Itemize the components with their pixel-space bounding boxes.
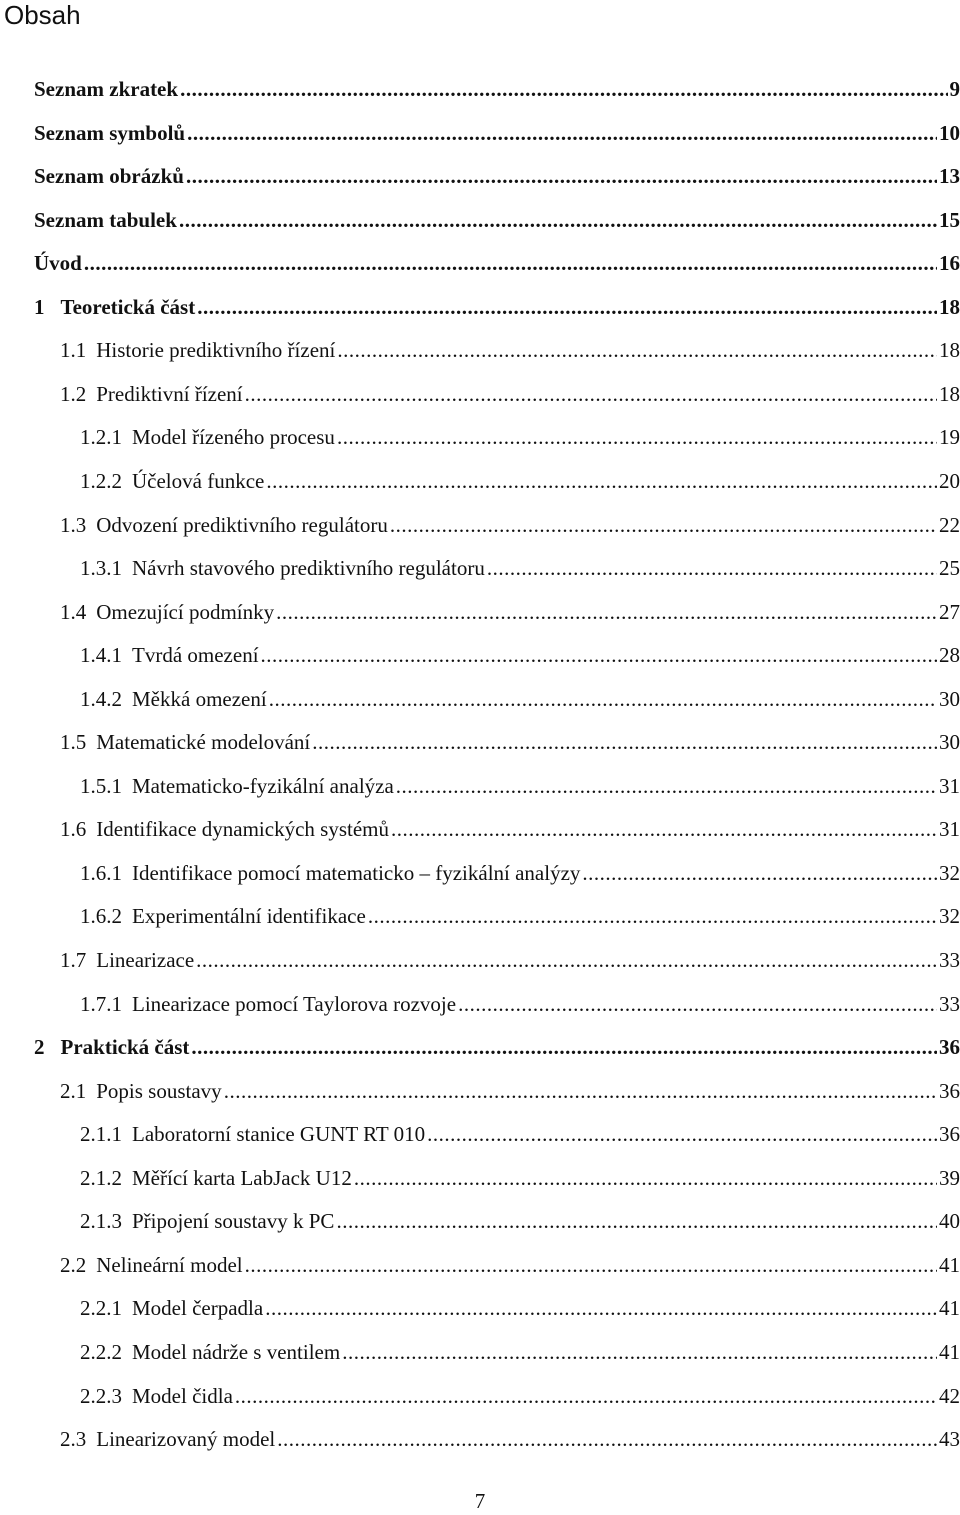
toc-entry-title: Teoretická část (60, 295, 196, 319)
toc-entry[interactable] (80, 1161, 960, 1191)
toc-entry-number: 1.4.2 (80, 687, 122, 711)
toc-dot-leader (224, 1078, 937, 1104)
page-number: 7 (474, 1489, 486, 1513)
toc-entry-page: 33 (939, 948, 960, 972)
toc-entry-number: 1.1 (60, 338, 87, 362)
toc-dot-leader (276, 599, 937, 625)
toc-entry-number: 1.7.1 (80, 992, 122, 1016)
toc-entry[interactable] (60, 725, 960, 755)
toc-entry-page: 10 (939, 121, 960, 145)
toc-entry-page: 30 (939, 730, 960, 754)
toc-entry[interactable] (34, 1030, 960, 1060)
toc-entry-number: 2.2 (60, 1253, 87, 1277)
toc-entry-page: 32 (939, 861, 960, 885)
toc-entry-title: Linearizace pomocí Taylorova rozvoje (132, 992, 457, 1016)
toc-entry-page: 36 (939, 1035, 960, 1059)
toc-entry[interactable] (60, 943, 960, 973)
toc-entry[interactable] (60, 377, 960, 407)
toc-entry-number: 1.2 (60, 382, 87, 406)
toc-entry[interactable] (60, 333, 960, 363)
toc-entry-number: 1.2.1 (80, 425, 122, 449)
toc-entry-title: Identifikace dynamických systémů (96, 817, 389, 841)
toc-entry-page: 18 (939, 338, 960, 362)
toc-entry-title: Laboratorní stanice GUNT RT 010 (132, 1122, 426, 1146)
toc-entry-number: 1 (34, 295, 45, 319)
toc-entry-page: 16 (939, 251, 960, 275)
toc-entry-number: 1.6 (60, 817, 87, 841)
toc-entry[interactable] (34, 159, 960, 189)
toc-entry[interactable] (60, 1248, 960, 1278)
toc-entry-number: 2.1 (60, 1079, 87, 1103)
toc-entry[interactable] (80, 464, 960, 494)
toc-dot-leader (390, 512, 937, 538)
toc-entry-title: Model čerpadla (132, 1296, 264, 1320)
toc-entry[interactable] (60, 595, 960, 625)
toc-entry[interactable] (34, 290, 960, 320)
toc-entry-title: Úvod (34, 251, 82, 275)
toc-entry-page: 32 (939, 904, 960, 928)
toc-dot-leader (458, 991, 937, 1017)
toc-entry[interactable] (80, 1291, 960, 1321)
toc-dot-leader (235, 1383, 937, 1409)
toc-entry-title: Popis soustavy (96, 1079, 222, 1103)
toc-entry-title: Připojení soustavy k PC (132, 1209, 335, 1233)
toc-entry-number: 2.1.2 (80, 1166, 122, 1190)
toc-entry-title: Identifikace pomocí matematicko – fyzikální analýzy (132, 861, 581, 885)
toc-entry-number: 1.4.1 (80, 643, 122, 667)
toc-entry-page: 18 (939, 295, 960, 319)
toc-entry-title: Tvrdá omezení (132, 643, 259, 667)
toc-entry-number: 2.2.1 (80, 1296, 122, 1320)
toc-entry-title: Model čidla (132, 1384, 233, 1408)
page-title: Obsah (4, 0, 81, 30)
toc-entry-page: 41 (939, 1253, 960, 1277)
toc-dot-leader (266, 468, 937, 494)
toc-entry[interactable] (34, 203, 960, 233)
toc-entry-page: 36 (939, 1079, 960, 1103)
toc-dot-leader (197, 294, 937, 320)
toc-entry-number: 2.1.1 (80, 1122, 122, 1146)
toc-entry-page: 30 (939, 687, 960, 711)
toc-dot-leader (269, 686, 937, 712)
toc-entry-page: 18 (939, 382, 960, 406)
toc-entry[interactable] (60, 508, 960, 538)
toc-entry[interactable] (80, 638, 960, 668)
toc-entry[interactable] (80, 1379, 960, 1409)
toc-entry-title: Model nádrže s ventilem (132, 1340, 341, 1364)
toc-entry[interactable] (80, 682, 960, 712)
toc-entry-title: Odvození prediktivního regulátoru (96, 513, 388, 537)
toc-dot-leader (245, 1252, 937, 1278)
toc-entry-number: 2.2.2 (80, 1340, 122, 1364)
toc-dot-leader (337, 337, 937, 363)
toc-entry-page: 13 (939, 164, 960, 188)
toc-entry[interactable] (80, 899, 960, 929)
toc-entry-page: 33 (939, 992, 960, 1016)
toc-entry-number: 1.5.1 (80, 774, 122, 798)
toc-entry-number: 1.2.2 (80, 469, 122, 493)
toc-entry[interactable] (60, 1422, 960, 1452)
toc-entry-number: 1.7 (60, 948, 87, 972)
toc-entry-title: Seznam symbolů (34, 121, 186, 145)
toc-dot-leader (368, 903, 937, 929)
toc-entry-title: Praktická část (60, 1035, 190, 1059)
toc-entry-title: Seznam tabulek (34, 208, 177, 232)
toc-dot-leader (391, 816, 937, 842)
toc-entry[interactable] (80, 1117, 960, 1147)
toc-entry[interactable] (34, 72, 960, 102)
toc-entry-page: 36 (939, 1122, 960, 1146)
toc-entry-number: 2.2.3 (80, 1384, 122, 1408)
toc-entry-title: Měkká omezení (132, 687, 267, 711)
toc-entry-title: Seznam obrázků (34, 164, 184, 188)
toc-dot-leader (179, 207, 937, 233)
toc-entry-page: 22 (939, 513, 960, 537)
toc-entry-page: 40 (939, 1209, 960, 1233)
toc-entry-title: Seznam zkratek (34, 77, 179, 101)
toc-entry-title: Historie prediktivního řízení (96, 338, 336, 362)
toc-entry-title: Experimentální identifikace (132, 904, 366, 928)
toc-entry-page: 42 (939, 1384, 960, 1408)
toc-entry-page: 25 (939, 556, 960, 580)
toc-dot-leader (261, 642, 937, 668)
toc-dot-leader (191, 1034, 937, 1060)
toc-entry[interactable] (60, 812, 960, 842)
toc-entry-page: 20 (939, 469, 960, 493)
toc-entry[interactable] (80, 420, 960, 450)
toc-dot-leader (277, 1426, 937, 1452)
toc-dot-leader (265, 1295, 937, 1321)
toc-dot-leader (487, 555, 937, 581)
toc-entry-number: 1.3.1 (80, 556, 122, 580)
toc-entry-page: 43 (939, 1427, 960, 1451)
toc-dot-leader (312, 729, 937, 755)
toc-entry-title: Matematické modelování (96, 730, 311, 754)
toc-entry-number: 1.5 (60, 730, 87, 754)
toc-dot-leader (180, 76, 947, 102)
toc-dot-leader (396, 773, 937, 799)
toc-dot-leader (187, 120, 937, 146)
toc-entry[interactable] (80, 769, 960, 799)
toc-entry[interactable] (80, 856, 960, 886)
toc-entry-title: Nelineární model (96, 1253, 243, 1277)
toc-dot-leader (245, 381, 937, 407)
toc-dot-leader (427, 1121, 937, 1147)
toc-entry-page: 27 (939, 600, 960, 624)
toc-entry-page: 15 (939, 208, 960, 232)
toc-entry-number: 1.3 (60, 513, 87, 537)
toc-entry-title: Omezující podmínky (96, 600, 275, 624)
toc-entry-page: 28 (939, 643, 960, 667)
toc-dot-leader (582, 860, 937, 886)
toc-dot-leader (354, 1165, 937, 1191)
toc-entry-page: 31 (939, 774, 960, 798)
toc-entry-title: Návrh stavového prediktivního regulátoru (132, 556, 485, 580)
toc-entry-title: Model řízeného procesu (132, 425, 335, 449)
toc-dot-leader (337, 424, 937, 450)
toc-entry[interactable] (34, 246, 960, 276)
toc-entry-number: 2.3 (60, 1427, 87, 1451)
toc-entry-page: 31 (939, 817, 960, 841)
toc-dot-leader (336, 1208, 937, 1234)
toc-dot-leader (342, 1339, 937, 1365)
toc-entry-page: 39 (939, 1166, 960, 1190)
toc-entry-page: 41 (939, 1340, 960, 1364)
toc-entry[interactable] (80, 551, 960, 581)
toc-dot-leader (196, 947, 937, 973)
toc-dot-leader (186, 163, 937, 189)
toc-entry[interactable] (80, 987, 960, 1017)
toc-entry[interactable] (60, 1074, 960, 1104)
toc-entry-page: 9 (949, 77, 960, 101)
toc-entry-number: 1.6.1 (80, 861, 122, 885)
toc-entry-title: Linearizace (96, 948, 195, 972)
toc-entry-title: Matematicko-fyzikální analýza (132, 774, 394, 798)
toc-entry-title: Účelová funkce (132, 469, 265, 493)
toc-entry-number: 2 (34, 1035, 45, 1059)
toc-dot-leader (84, 250, 937, 276)
toc-entry-number: 1.4 (60, 600, 87, 624)
toc-entry-page: 19 (939, 425, 960, 449)
toc-entry-page: 41 (939, 1296, 960, 1320)
toc-entry-title: Měřící karta LabJack U12 (132, 1166, 352, 1190)
toc-entry-title: Prediktivní řízení (96, 382, 243, 406)
toc-entry-title: Linearizovaný model (96, 1427, 276, 1451)
toc-entry-number: 1.6.2 (80, 904, 122, 928)
toc-entry-number: 2.1.3 (80, 1209, 122, 1233)
toc-entry[interactable] (80, 1204, 960, 1234)
toc-entry[interactable] (80, 1335, 960, 1365)
toc-entry[interactable] (34, 116, 960, 146)
